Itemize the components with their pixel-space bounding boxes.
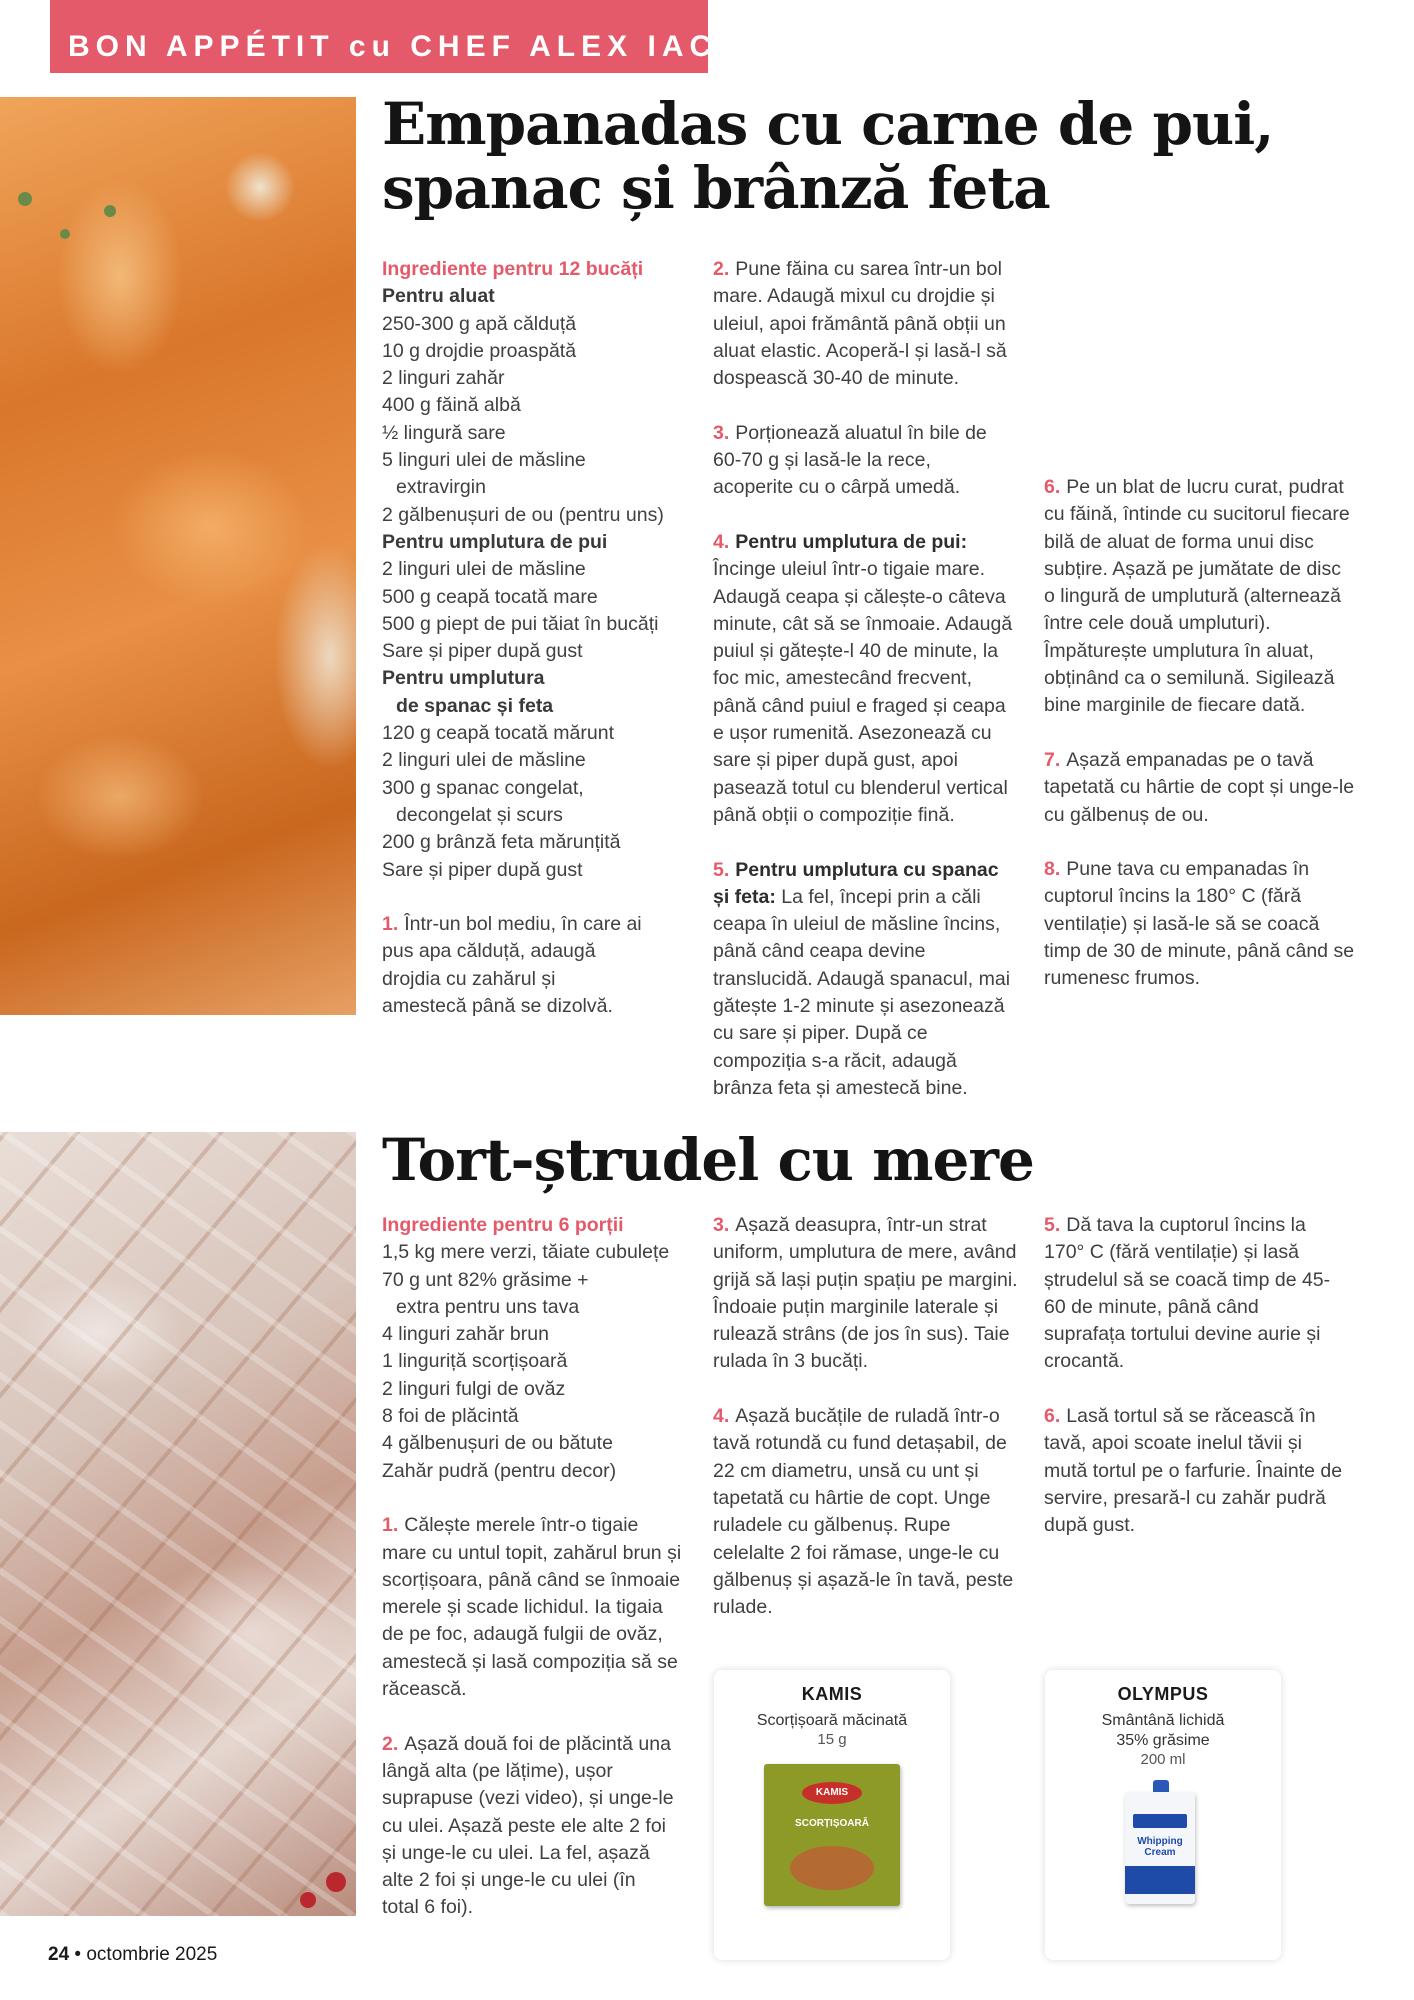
step-number: 6. (1044, 476, 1061, 498)
ingredient-item: 10 g drojdie proaspătă (382, 339, 577, 362)
recipe-step (1044, 1212, 1344, 1376)
step-number: 4. (713, 1405, 730, 1428)
ingredients-title: Ingrediente pentru 12 bucăți (382, 258, 644, 280)
page-number: 24 (48, 1944, 70, 1965)
ingredient-item: 2 gălbenușuri de ou (pentru uns) (382, 503, 664, 526)
ingredient-item: 8 foi de plăcintă (382, 1405, 519, 1428)
step-number: 3. (713, 421, 730, 444)
step-text: Într-un bol mediu, în care ai pus apa călduță, adaugă drojdia cu zahărul și amestecă până se dizolvă. (382, 913, 642, 1018)
recipe-step (713, 1212, 1021, 1376)
step-number: 1. (382, 1514, 399, 1537)
step-number: 3. (713, 1214, 730, 1236)
recipe-step (713, 1403, 1021, 1621)
step-text: Așază două foi de plăcintă una lângă alta (pe lățime), ușor suprapuse (vezi video), și unge-le cu ulei. Așază peste ele alte 2 foi și unge-le cu ulei. La fel, așază alte 2 foi și unge-le cu ulei (în total 6 foi). (382, 1732, 674, 1919)
step-text: Încinge uleiul într-o tigaie mare. Adaugă ceapa și călește-o câteva minute, cât să se înmoaie. Adaugă puiul și gătește-l 40 de minute, la foc mic, amestecând frecvent, până când puiul e fraged și ceapa e ușor rumenită. Asezonează cu sare și piper după gust, apoi pasează totul cu blenderul vertical până obții o compoziție fină. (713, 558, 1013, 826)
pack-label: Whipping Cream (1137, 1836, 1183, 1858)
recipe-step (1044, 474, 1356, 720)
ingredient-item: decongelat și scurs (396, 803, 563, 826)
section-header: BON APPÉTIT cu CHEF ALEX IACOB (68, 30, 775, 63)
ingredient-item: 120 g ceapă tocată mărunt (382, 722, 614, 745)
ingredient-item: extra pentru uns tava (396, 1295, 580, 1318)
step-bold: Pentru umplutura cu spanac și feta: (713, 858, 999, 908)
recipe-step (1044, 747, 1356, 829)
ingredient-item: 1 linguriță scorțișoară (382, 1350, 568, 1373)
recipe-title-empanadas (382, 92, 1273, 220)
product-brand: KAMIS (801, 1684, 863, 1704)
step-number: 6. (1044, 1405, 1061, 1428)
recipe-step (1044, 1403, 1344, 1539)
ingredient-item: ½ lingură sare (382, 421, 506, 444)
recipe-step (1044, 856, 1356, 992)
ingredient-item: 5 linguri ulei de măsline (382, 449, 586, 472)
step-number: 2. (382, 1732, 399, 1755)
group-title: Pentru umplutura de pui (382, 530, 608, 553)
product-card-kamis (714, 1670, 950, 1960)
carton-logo (1133, 1814, 1187, 1828)
pack-brand-badge: KAMIS (802, 1782, 862, 1804)
step-bold: Pentru umplutura de pui: (735, 530, 968, 553)
ingredient-item: 250-300 g apă călduță (382, 312, 577, 335)
ingredient-item: Sare și piper după gust (382, 640, 583, 663)
ingredients-title: Ingrediente pentru 6 porții (382, 1214, 624, 1236)
group-title: Pentru aluat (382, 285, 495, 308)
steps-column (713, 1212, 1021, 1621)
issue-date: • octombrie 2025 (74, 1944, 218, 1965)
ingredient-item: 400 g făină albă (382, 394, 521, 417)
step-text: Așază empanadas pe o tavă tapetată cu hârtie de copt și unge-le cu gălbenuș de ou. (1044, 748, 1355, 826)
step-number: 4. (713, 530, 730, 553)
group-title: de spanac și feta (396, 694, 554, 717)
ingredient-item: 4 gălbenușuri de ou bătute (382, 1432, 613, 1455)
step-text: Porționează aluatul în bile de 60-70 g și lasă-le la rece, acoperite cu o cârpă umedă. (713, 421, 987, 499)
ingredient-item: Zahăr pudră (pentru decor) (382, 1459, 617, 1482)
recipe-step (713, 256, 1013, 392)
carton-band (1125, 1866, 1195, 1894)
recipe-step (382, 1512, 682, 1703)
product-brand: OLYMPUS (1117, 1684, 1209, 1704)
product-quantity: 200 ml (1140, 1751, 1186, 1768)
product-name: 35% grăsime (1116, 1732, 1210, 1749)
page-footer (48, 1944, 217, 1966)
product-name: Smântână lichidă (1101, 1712, 1225, 1729)
step-text: Așază deasupra, într-un strat uniform, umplutura de mere, având grijă să lași puțin spațiu pe margini. Îndoaie puțin marginile laterale și rulează strâns (de jos în sus). Taie rulada în 3 bucăți. (713, 1214, 1018, 1373)
ingredient-item: 1,5 kg mere verzi, tăiate cubulețe (382, 1241, 670, 1264)
step-number: 5. (713, 858, 730, 881)
empanadas-photo (0, 97, 356, 1015)
ingredients-column (382, 256, 692, 1020)
step-number: 2. (713, 258, 730, 280)
step-number: 7. (1044, 748, 1061, 771)
ingredient-item: 2 linguri ulei de măsline (382, 558, 586, 581)
ingredient-item: Sare și piper după gust (382, 858, 583, 881)
title-line: Empanadas cu carne de pui, (382, 90, 1274, 158)
recipe-step (713, 857, 1013, 1103)
ingredient-item: 500 g piept de pui tăiat în bucăți (382, 612, 659, 635)
recipe-step (713, 420, 1013, 502)
recipe-step (382, 911, 644, 1020)
steps-column (1044, 1212, 1344, 1540)
step-text: Călește merele într-o tigaie mare cu untul topit, zahărul brun și scorțișoara, până când se înmoaie merele și scade lichidul. Ia tigaia de pe foc, adaugă fulgii de ovăz, amestecă și lasă compoziția să se răcească. (382, 1514, 682, 1701)
step-number: 8. (1044, 858, 1061, 881)
title-line: spanac și brânză feta (382, 154, 1050, 222)
step-text: Pe un blat de lucru curat, pudrat cu făină, întinde cu sucitorul fiecare bilă de aluat de forma unui disc subțire. Așază pe jumătate de disc o lingură de umplutură (alternează între cele două umpluturi). Împăturește umplutura în aluat, obținând ca o semilună. Sigilează bine marginile de fiecare dată. (1044, 476, 1350, 717)
carton-cap (1153, 1780, 1169, 1792)
recipe-title-strudel: Tort-ștrudel cu mere (382, 1126, 1034, 1194)
ingredient-item: 70 g unt 82% grăsime + (382, 1268, 589, 1291)
recipe-step (382, 1731, 674, 1922)
ingredient-item: 2 linguri zahăr (382, 367, 505, 390)
ingredient-item: 200 g brânză feta mărunțită (382, 831, 621, 854)
step-text: Lasă tortul să se răcească în tavă, apoi scoate inelul tăvii și mută tortul pe o farfurie. Înainte de servire, presară-l cu zahăr pudră după gust. (1044, 1405, 1343, 1537)
pack-label: SCORȚIȘOARĂ (795, 1818, 869, 1829)
step-text: La fel, începi prin a căli ceapa în uleiul de măsline încins, până când ceapa devine translucidă. Adaugă spanacul, mai gătește 1-2 minute și asezonează cu sare și piper. După ce compoziția s-a răcit, adaugă brânza feta și amestecă bine. (713, 885, 1011, 1099)
step-text: Pune tava cu empanadas în cuptorul încins la 180° C (fără ventilație) și lasă-le să se coacă timp de 30 de minute, până când se rumenesc frumos. (1044, 858, 1355, 990)
ingredient-item: 2 linguri ulei de măsline (382, 749, 586, 772)
ingredient-item: 300 g spanac congelat, (382, 776, 584, 799)
strudel-photo (0, 1132, 356, 1916)
recipe-step (713, 529, 1013, 829)
kamis-cinnamon-pack (764, 1764, 900, 1906)
step-text: Pune făina cu sarea într-un bol mare. Adaugă mixul cu drojdie și uleiul, apoi frământă până obții un aluat elastic. Acoperă-l și lasă-l să dospească 30-40 de minute. (713, 258, 1007, 390)
step-text: Dă tava la cuptorul încins la 170° C (fără ventilație) și lasă ștrudelul să se coacă timp de 45-60 de minute, până când suprafața tortului devine aurie și crocantă. (1044, 1214, 1331, 1373)
steps-column (1044, 474, 1356, 993)
ingredient-item: extravirgin (396, 476, 486, 499)
ingredient-item: 500 g ceapă tocată mare (382, 585, 598, 608)
cinnamon-powder-image (790, 1846, 874, 1890)
ingredient-item: 2 linguri fulgi de ovăz (382, 1377, 566, 1400)
ingredients-column (382, 1212, 692, 1922)
product-card-olympus (1045, 1670, 1281, 1960)
product-quantity: 15 g (817, 1731, 847, 1748)
product-name: Scorțișoară măcinată (756, 1712, 908, 1729)
olympus-cream-carton (1125, 1792, 1195, 1904)
step-text: Așază bucățile de ruladă într-o tavă rotundă cu fund detașabil, de 22 cm diametru, unsă cu unt și tapetată cu hârtie de copt. Unge ruladele cu gălbenuș. Rupe celelalte 2 foi rămase, unge-le cu gălbenuș și așază-le în tavă, peste rulade. (713, 1405, 1014, 1619)
group-title: Pentru umplutura (382, 667, 545, 690)
step-number: 1. (382, 913, 399, 936)
ingredient-item: 4 linguri zahăr brun (382, 1323, 549, 1346)
step-number: 5. (1044, 1214, 1061, 1236)
steps-column (713, 256, 1013, 1102)
